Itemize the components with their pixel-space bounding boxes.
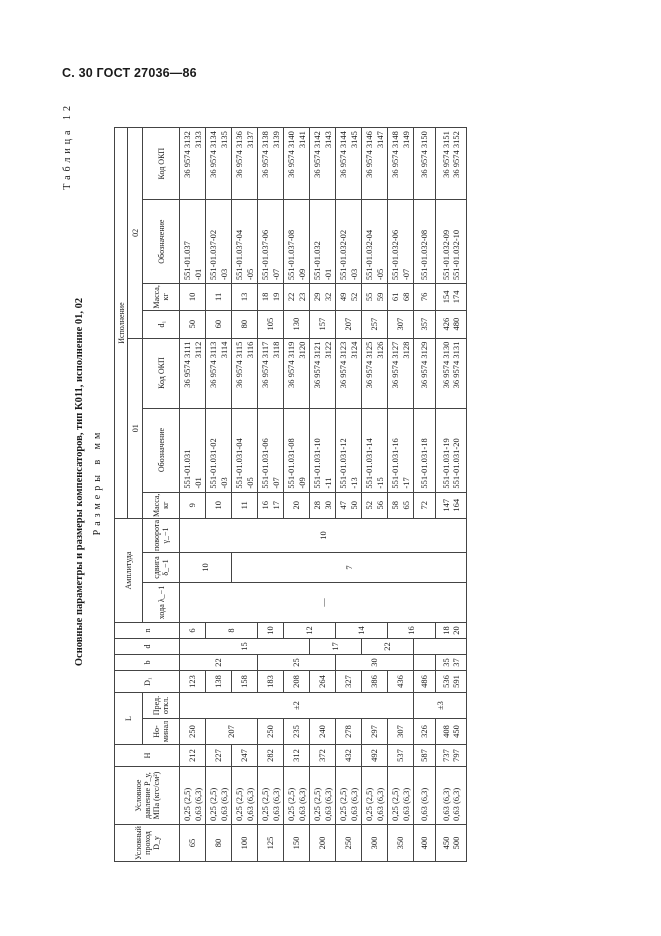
cell-mass2: 154 174: [436, 284, 467, 310]
cell-b-22: 22: [180, 655, 258, 671]
table-row: [232, 128, 258, 862]
cell-pressure: 0,25 (2,5) 0,63 (6,3): [232, 767, 258, 825]
col-amp-rot: поворота γ_−1: [143, 518, 180, 552]
cell-pressure: 0,25 (2,5) 0,63 (6,3): [284, 767, 310, 825]
rotated-table-block: [62, 102, 597, 862]
cell-n-8: 8: [206, 623, 258, 639]
cell-des2: 551-01.037-08 -09: [284, 200, 310, 284]
cell-b: 35 37: [436, 655, 467, 671]
cell-mass1: 11: [232, 492, 258, 518]
cell-n: 10: [258, 623, 284, 639]
cell-d1-small: 307: [388, 310, 414, 338]
cell-h: 737 797: [436, 745, 467, 767]
cell-dn: 350: [388, 825, 414, 862]
col-okp1: Код ОКП: [143, 338, 180, 408]
table-row: [180, 128, 206, 862]
cell-h: 247: [232, 745, 258, 767]
col-d1-small: d₁: [143, 310, 180, 338]
cell-d-15: 15: [180, 639, 310, 655]
cell-d1: 486: [414, 671, 436, 693]
cell-des1: 551-01.031-04 -05: [232, 408, 258, 492]
cell-des1: 551-01.031-12 -13: [336, 408, 362, 492]
cell-okp1: 36 9574 3123 3124: [336, 338, 362, 408]
cell-d1: 436: [388, 671, 414, 693]
cell-okp2: 36 9574 3146 3147: [362, 128, 388, 200]
table-title: Основные параметры и размеры компенсаторов, тип К011, исполнение 01, 02: [74, 297, 85, 667]
table-row: [436, 128, 467, 862]
cell-mass1: 10: [206, 492, 232, 518]
cell-mass1: 58 65: [388, 492, 414, 518]
cell-des1: 551-01.031-08 -09: [284, 408, 310, 492]
cell-dn: 300: [362, 825, 388, 862]
cell-n-12: 12: [284, 623, 336, 639]
col-l-nom: Но-минал: [143, 719, 180, 745]
cell-l-nom: 307: [388, 719, 414, 745]
cell-okp1: 36 9574 3130 36 9574 3131: [436, 338, 467, 408]
cell-okp1: 36 9574 3121 3122: [310, 338, 336, 408]
cell-dn: 250: [336, 825, 362, 862]
cell-h: 227: [206, 745, 232, 767]
table-row: [258, 128, 284, 862]
cell-pressure: 0,63 (6,3): [414, 767, 436, 825]
cell-des2: 551-01.037-04 -05: [232, 200, 258, 284]
col-l: L: [115, 693, 143, 745]
col-d: d: [115, 639, 180, 655]
cell-des1: 551-01.031-19 551-01.031-20: [436, 408, 467, 492]
cell-l-nom: 240: [310, 719, 336, 745]
col-amplitude: Амплитуда: [115, 518, 143, 622]
cell-d1: 183: [258, 671, 284, 693]
cell-mass1: 72: [414, 492, 436, 518]
cell-l-nom: 250: [258, 719, 284, 745]
cell-des1: 551-01.031 -01: [180, 408, 206, 492]
cell-h: 492: [362, 745, 388, 767]
col-execution: Исполнение: [115, 128, 128, 519]
cell-des2: 551-01.032 -01: [310, 200, 336, 284]
col-amp-shear: сдвига δ_−1: [143, 553, 180, 583]
cell-d-22: 22: [362, 639, 414, 655]
cell-okp2: 36 9574 3132 3133: [180, 128, 206, 200]
cell-okp2: 36 9574 3150: [414, 128, 436, 200]
cell-d1-small: 80: [232, 310, 258, 338]
cell-dn: 200: [310, 825, 336, 862]
cell-l-nom: 250: [180, 719, 206, 745]
table-row: [310, 128, 336, 862]
cell-l-nom: 297: [362, 719, 388, 745]
cell-des1: 551-01.031-10 -11: [310, 408, 336, 492]
cell-okp2: 36 9574 3142 3143: [310, 128, 336, 200]
table-row: [336, 128, 362, 862]
cell-l-nom: 278: [336, 719, 362, 745]
cell-pressure: 0,63 (6,3) 0,63 (6,3): [436, 767, 467, 825]
col-dn: Условный проход D_у: [115, 825, 180, 862]
cell-dn: 400: [414, 825, 436, 862]
cell-d1: 536 591: [436, 671, 467, 693]
col-b: b: [115, 655, 180, 671]
cell-d1-small: 105: [258, 310, 284, 338]
cell-mass2: 61 68: [388, 284, 414, 310]
cell-amp-shear-10: 10: [180, 553, 232, 583]
table-row: [284, 128, 310, 862]
cell-d1-small: 257: [362, 310, 388, 338]
cell-des2: 551-01.032-06 -07: [388, 200, 414, 284]
cell-mass1: 20: [284, 492, 310, 518]
cell-pressure: 0,25 (2,5) 0,63 (6,3): [362, 767, 388, 825]
cell-pressure: 0,25 (2,5) 0,63 (6,3): [258, 767, 284, 825]
cell-okp2: 36 9574 3138 3139: [258, 128, 284, 200]
cell-d1: 386: [362, 671, 388, 693]
cell-amp-rot: 10: [180, 518, 467, 552]
cell-h: 212: [180, 745, 206, 767]
col-amp-axial: хода λ_−1: [143, 583, 180, 623]
cell-d-17: 17: [310, 639, 362, 655]
cell-pressure: 0,25 (2,5) 0,63 (6,3): [180, 767, 206, 825]
cell-okp2: 36 9574 3144 3145: [336, 128, 362, 200]
cell-des2: 551-01.032-04 -05: [362, 200, 388, 284]
cell-d1: 158: [232, 671, 258, 693]
cell-des1: 551-01.031-18: [414, 408, 436, 492]
cell-des1: 551-01.031-16 -17: [388, 408, 414, 492]
cell-dn: 450 500: [436, 825, 467, 862]
cell-h: 282: [258, 745, 284, 767]
cell-l-dev-pm3: ±3: [414, 693, 467, 719]
cell-okp2: 36 9574 3140 3141: [284, 128, 310, 200]
table-row: [414, 128, 436, 862]
cell-mass1: 52 56: [362, 492, 388, 518]
cell-des2: 551-01.037-02 -03: [206, 200, 232, 284]
cell-d1-small: 50: [180, 310, 206, 338]
cell-mass1: 9: [180, 492, 206, 518]
cell-okp1: 36 9574 3129: [414, 338, 436, 408]
cell-mass2: 49 52: [336, 284, 362, 310]
col-mass1: Масса, кг: [143, 492, 180, 518]
cell-mass2: 11: [206, 284, 232, 310]
table-wrap: [114, 127, 467, 862]
cell-n: 6: [180, 623, 206, 639]
cell-l-nom: 235: [284, 719, 310, 745]
cell-n-16: 16: [388, 623, 436, 639]
cell-mass2: 22 23: [284, 284, 310, 310]
cell-okp1: 36 9574 3115 3116: [232, 338, 258, 408]
table-number: Таблица 12: [62, 102, 73, 190]
cell-d1-small: 207: [336, 310, 362, 338]
col-okp2: Код ОКП: [143, 128, 180, 200]
table-row: [362, 128, 388, 862]
cell-pressure: 0,25 (2,5) 0,63 (6,3): [206, 767, 232, 825]
cell-mass2: 29 32: [310, 284, 336, 310]
cell-l-nom: 408 450: [436, 719, 467, 745]
cell-dn: 80: [206, 825, 232, 862]
cell-n-14: 14: [336, 623, 388, 639]
cell-okp1: 36 9574 3111 3112: [180, 338, 206, 408]
cell-des2: 551-01.032-08: [414, 200, 436, 284]
cell-mass2: 10: [180, 284, 206, 310]
cell-b-30: 30: [336, 655, 414, 671]
cell-b: [414, 655, 436, 671]
cell-d1: 138: [206, 671, 232, 693]
col-mass2: Масса, кг: [143, 284, 180, 310]
cell-pressure: 0,25 (2,5) 0,63 (6,3): [388, 767, 414, 825]
col-h: H: [115, 745, 180, 767]
cell-h: 587: [414, 745, 436, 767]
cell-des2: 551-01.032-09 551-01.032-10: [436, 200, 467, 284]
cell-n: 18 20: [436, 623, 467, 639]
cell-h: 372: [310, 745, 336, 767]
cell-okp1: 36 9574 3119 3120: [284, 338, 310, 408]
table-units: Размеры в мм: [92, 428, 103, 536]
cell-d1-small: 426 480: [436, 310, 467, 338]
table-row: [388, 128, 414, 862]
cell-okp1: 36 9574 3117 3118: [258, 338, 284, 408]
col-exec01: 01: [128, 338, 143, 518]
cell-h: 312: [284, 745, 310, 767]
cell-b-25: 25: [258, 655, 336, 671]
cell-dn: 100: [232, 825, 258, 862]
col-des2: Обозначение: [143, 200, 180, 284]
cell-d1-small: 60: [206, 310, 232, 338]
cell-d1-small: 157: [310, 310, 336, 338]
parameters-table: [114, 127, 467, 862]
cell-l-nom: 326: [414, 719, 436, 745]
cell-d1: 327: [336, 671, 362, 693]
page-header: С. 30 ГОСТ 27036—86: [62, 66, 197, 80]
cell-okp1: 36 9574 3113 3114: [206, 338, 232, 408]
col-n: n: [115, 623, 180, 639]
cell-mass1: 147 164: [436, 492, 467, 518]
col-pressure: Условное давление P_у, МПа (кгс/см²): [115, 767, 180, 825]
cell-h: 537: [388, 745, 414, 767]
cell-l-nom: 207: [206, 719, 258, 745]
cell-mass2: 13: [232, 284, 258, 310]
cell-d1: 123: [180, 671, 206, 693]
cell-amp-shear-7: 7: [232, 553, 467, 583]
col-l-dev: Пред. откл.: [143, 693, 180, 719]
cell-l-dev-pm2: ±2: [180, 693, 414, 719]
cell-des1: 551-01.031-02 -03: [206, 408, 232, 492]
cell-mass1: 16 17: [258, 492, 284, 518]
table-row: [206, 128, 232, 862]
col-des1: Обозначение: [143, 408, 180, 492]
cell-okp2: 36 9574 3148 3149: [388, 128, 414, 200]
cell-d1: 264: [310, 671, 336, 693]
cell-dn: 125: [258, 825, 284, 862]
cell-des2: 551-01.037 -01: [180, 200, 206, 284]
cell-mass1: 47 50: [336, 492, 362, 518]
cell-mass1: 28 30: [310, 492, 336, 518]
cell-des1: 551-01.031-14 -15: [362, 408, 388, 492]
cell-okp1: 36 9574 3127 3128: [388, 338, 414, 408]
cell-pressure: 0,25 (2,5) 0,63 (6,3): [336, 767, 362, 825]
cell-mass2: 55 59: [362, 284, 388, 310]
cell-okp2: 36 9574 3136 3137: [232, 128, 258, 200]
cell-dn: 150: [284, 825, 310, 862]
cell-okp2: 36 9574 3151 36 9574 3152: [436, 128, 467, 200]
cell-d: [414, 639, 467, 655]
cell-okp1: 36 9574 3125 3126: [362, 338, 388, 408]
col-d1: D₁: [115, 671, 180, 693]
cell-pressure: 0,25 (2,5) 0,63 (6,3): [310, 767, 336, 825]
cell-des1: 551-01.031-06 -07: [258, 408, 284, 492]
cell-d1: 208: [284, 671, 310, 693]
cell-dn: 65: [180, 825, 206, 862]
cell-des2: 551-01.032-02 -03: [336, 200, 362, 284]
cell-mass2: 76: [414, 284, 436, 310]
cell-d1-small: 130: [284, 310, 310, 338]
cell-mass2: 18 19: [258, 284, 284, 310]
cell-des2: 551-01.037-06 -07: [258, 200, 284, 284]
cell-h: 432: [336, 745, 362, 767]
col-exec02: 02: [128, 128, 143, 338]
cell-amp-axial: —: [180, 583, 467, 623]
cell-d1-small: 357: [414, 310, 436, 338]
cell-okp2: 36 9574 3134 3135: [206, 128, 232, 200]
